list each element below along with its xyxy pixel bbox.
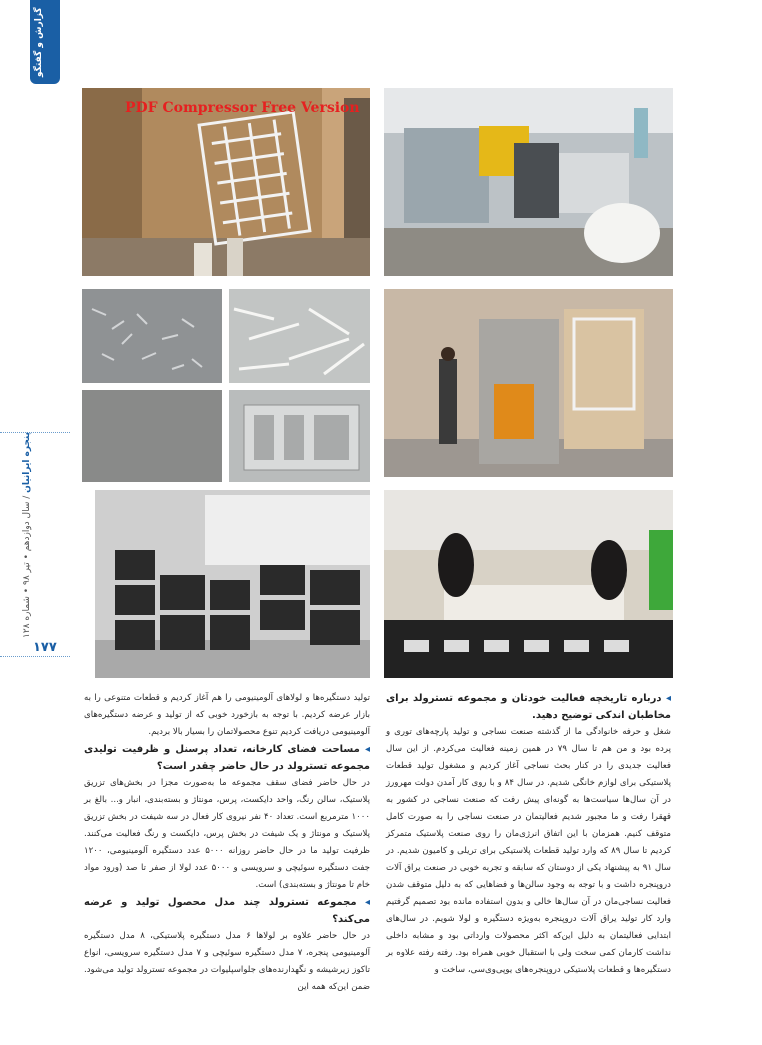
photo-pile-of-parts [82, 289, 222, 383]
photo-white-parts [229, 289, 370, 383]
divider [0, 656, 70, 657]
page-number: ۱۷۷ [33, 640, 57, 655]
section-tab [30, 0, 60, 84]
article-question [386, 690, 671, 724]
issue-info: / سال دوازدهم • تیر ۹۸ • شماره ۱۲۸ [22, 495, 32, 638]
paragraph: در حال حاضر علاوه بر لولاها ۶ مدل دستگیره پلاستیکی، ۸ مدل دستگیره آلومینیومی پنجره، ۷ مدل دستگیره سوئیچی و ۷ مدل دستگیره سرویسی، انواع تاکوز زیرشیشه و نگهدارنده‌های جلواسپلیوات در مجموعه تسترولد تولید می‌شود. ضمن این‌که همه این [84, 931, 370, 992]
article-question [84, 894, 370, 928]
question-text: مجموعه تسترولد چند مدل محصول تولید و عرضه می‌کند؟ [84, 897, 370, 925]
section-tab-label: گزارش و گفتگو [34, 7, 44, 77]
photo-window-frame-panel [82, 88, 370, 276]
photo-injection-machines [384, 88, 673, 276]
question-text: درباره تاریخچه فعالیت خودتان و مجموعه تسترولد برای مخاطبان اندکی توضیح دهید. [386, 693, 671, 721]
article-question [84, 741, 370, 775]
arrow-icon: ◂ [359, 744, 370, 755]
right-column [386, 690, 671, 979]
arrow-icon: ◂ [661, 693, 671, 704]
paragraph: تولید دستگیره‌ها و لولاهای آلومینیومی را هم آغاز کردیم و قطعات متنوعی را به بازار عرضه کردیم. با توجه به بازخورد خوبی که از تولید و عرضه دستگیره‌های آلومینیومی دریافت کردیم تنوع محصولاتمان را بسیار بالا بردیم. [84, 693, 370, 737]
photo-window-frame-panel-svg [82, 88, 370, 276]
photo-injection-machines-svg [384, 88, 673, 276]
photo-packaging-tray-svg [229, 390, 370, 482]
watermark: PDF Compressor Free Version [125, 100, 360, 116]
arrow-icon: ◂ [356, 897, 370, 908]
left-column [84, 690, 370, 996]
photo-granules-svg [82, 390, 222, 482]
photo-warehouse-boxes [95, 490, 370, 678]
photo-warehouse-boxes-svg [95, 490, 370, 678]
question-text: مساحت فضای کارخانه، تعداد پرسنل و ظرفیت تولیدی مجموعه تسترولد در حال حاضر چقدر است؟ [84, 744, 370, 772]
photo-packaging-tray [229, 390, 370, 482]
photo-white-parts-svg [229, 289, 370, 383]
photo-worker-at-frame-svg [384, 289, 673, 477]
photo-workers-sorting [384, 490, 673, 678]
photo-workers-sorting-svg [384, 490, 673, 678]
paragraph: شغل و حرفه خانوادگی ما از گذشته صنعت نساجی و تولید پارچه‌های توری و پرده بود و من هم تا سال ۷۹ در همین زمینه فعالیت می‌کردم. از این سال فعالیت جدیدی را در کنار بحث نساجی آغاز کردیم و مشغول تولید قطعات پلاستیکی برای لوازم خانگی شدیم. در سال ۸۴ و با روی کار آمدن دولت مهرورز در آن سال‌ها سیاست‌ها به گونه‌ای پیش رفت که صنعت نساجی در کشور به قهقرا رفت و ما مجبور شدیم فعالیتمان در صنعت نساجی را به صورت کامل متوقف کنیم. همزمان با این اتفاق انرژی‌مان را روی صنعت پلاستیک متمرکز کردیم تا سال ۸۹ که وارد تولید قطعات پلاستیکی برای تریلی و کامیون شدیم. در سال ۹۱ به پیشنهاد یکی از دوستان که سابقه و تجربه خوبی در صنعت یراق آلات درو‌پنجره داشت و با توجه به وجود سالن‌ها و فضاهایی که به دلیل متوقف شدن فعالیت نساجی‌مان در آن سال‌ها خالی و بدون استفاده مانده بود تصمیم گرفتیم وارد کار تولید یراق آلات درو‌پنجره به‌ویژه دستگیره و لولا شویم. در سال‌های ابتدایی فعالیتمان به دلیل این‌که اکثر محصولات وارداتی بود و مشابه داخلی نداشت کارمان کمی سخت ولی با استقبال خوبی همراه بود. رفته رفته علاوه بر دستگیره‌ها و قطعات پلاستیکی درو‌پنجره‌های یوپی‌وی‌سی، ساخت و [386, 727, 672, 975]
paragraph: در حال حاضر فضای سقف مجموعه ما به‌صورت مجزا در بخش‌های تزریق پلاستیک، سالن رنگ، واحد دایکست، پرس، مونتاژ و بسته‌بندی، انبار و... بالغ بر ۱۰۰۰ مترمربع است. تعداد ۴۰ نفر نیروی کار فعال در سه شیفت در بخش تزریق پلاستیک و مونتاژ و یک شیفت در بخش پرس، دایکست و رنگ فعالیت می‌کنند. ظرفیت تولید ما در حال حاضر روزانه ۵۰۰۰ عدد دستگیره آلومینیومی، ۱۲۰۰ جفت دستگیره سوئیچی و سرویسی و ۵۰۰۰ عدد لولا از صفر تا صد (ورود مواد خام تا مونتاژ و بسته‌بندی) است. [84, 778, 371, 890]
photo-pile-of-parts-svg [82, 289, 222, 383]
photo-granules [82, 390, 222, 482]
magazine-title: پنجره ایرانیان [22, 432, 32, 493]
photo-worker-at-frame [384, 289, 673, 477]
magazine-sidebar [22, 432, 38, 638]
